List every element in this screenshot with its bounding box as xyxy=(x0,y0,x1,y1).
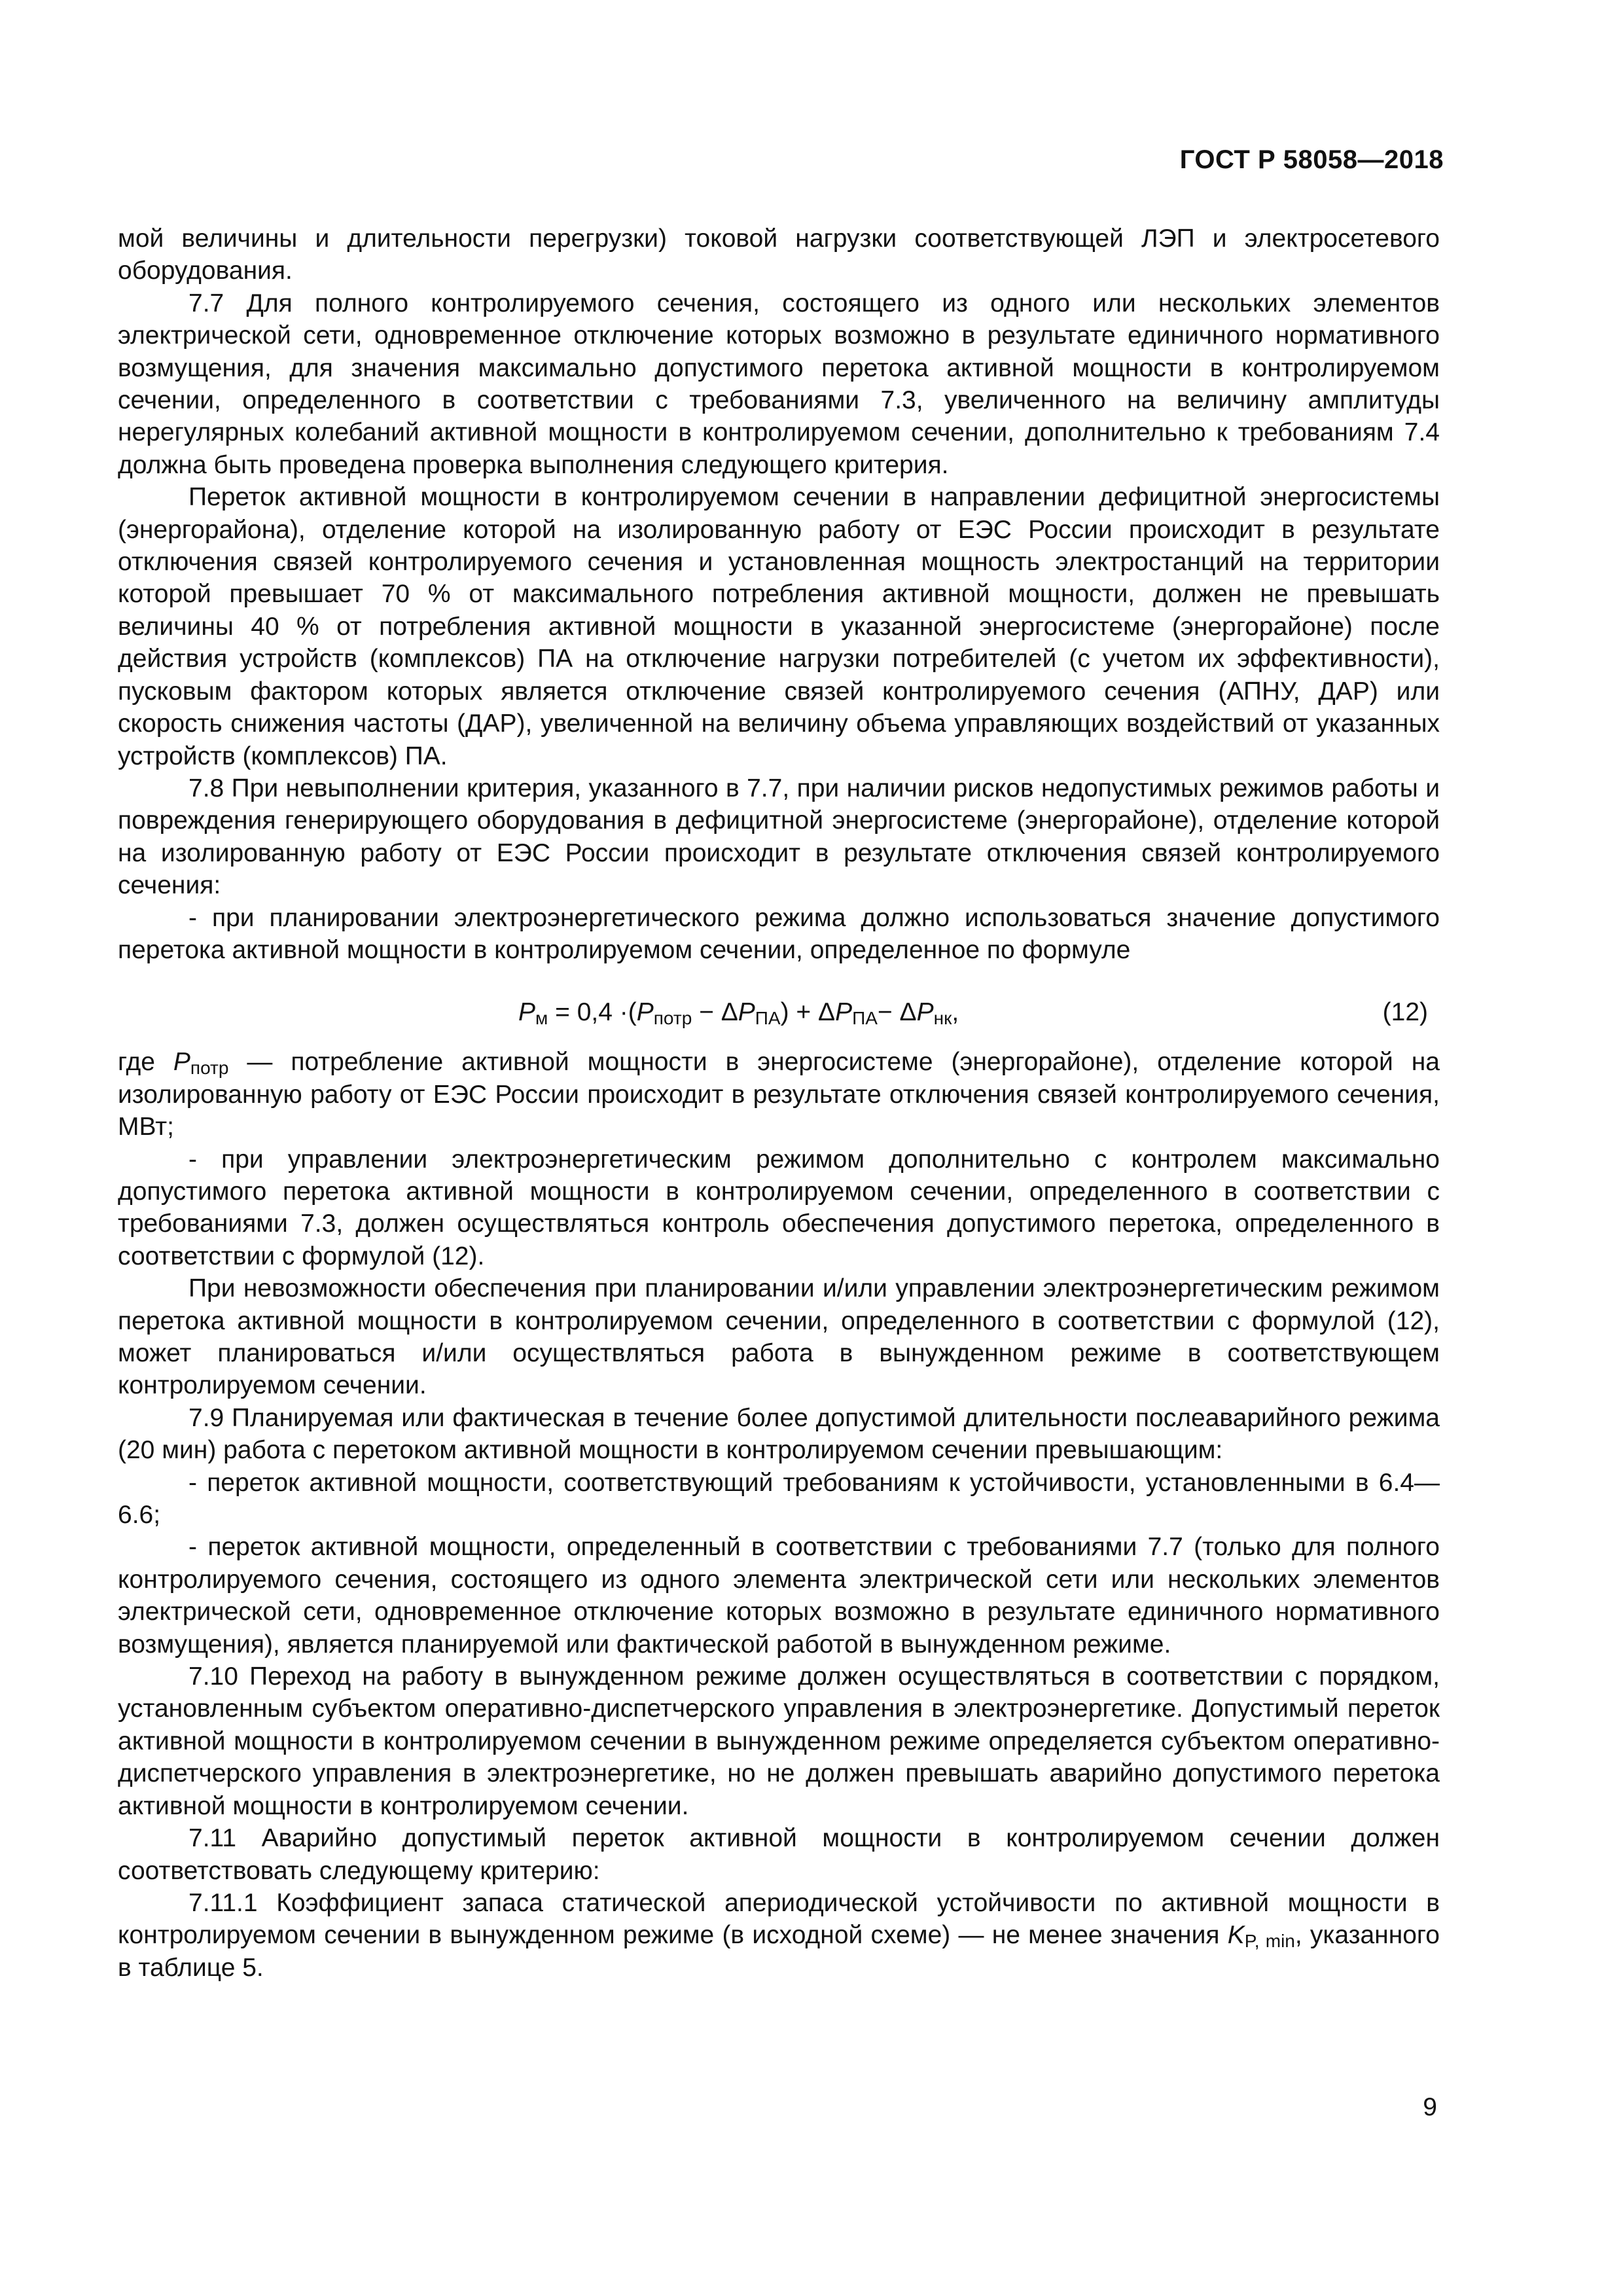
formula-expression: $P_м = 0,4 \cdot(P_{потр} - \Delta P_{ПА}) + \Delta P_{ПА}- \Delta P_{нк}$, xyxy=(518,998,959,1029)
paragraph-7-11-1: 7.11.1 Коэффициент запаса статической апериодической устойчивости по активной мощности в контролируемом сечении в вынужденном режиме (в исходной схеме) — не менее значения $K_{P, min}$, указанного в таблице 5. xyxy=(118,1888,1440,1982)
paragraph: Переток активной мощности в контролируемом сечении в направлении дефицитной энергосистемы (энергорайона), отделение которой на изолированную работу от ЕЭС России происходит в результате отключения связей контролируемого сечения и установленная мощность электростанций на территории которой превышает 70 % от максимального потребления активной мощности, должен не превышать величины 40 % от потребления активной мощности в указанной энергосистеме (энергорайоне) после действия устройств (комплексов) ПА на отключение нагрузки потребителей (с учетом их эффективности), пусковым фактором которых является отключение связей контролируемого сечения (АПНУ, ДАР) или скорость снижения частоты (ДАР), увеличенной на величину объема управляющих воздействий от указанных устройств (комплексов) ПА. xyxy=(118,483,1440,770)
paragraph: При невозможности обеспечения при планировании и/или управлении электроэнергетическим режимом перетока активной мощности в контролируемом сечении, определенного в соответствии с формулой (12), может планироваться и/или осуществляться работа в вынужденном режиме в соответствующем контролируемом сечении. xyxy=(118,1274,1440,1400)
paragraph: мой величины и длительности перегрузки) токовой нагрузки соответствующей ЛЭП и электросетевого оборудования. xyxy=(118,224,1440,285)
document-body xyxy=(118,223,1440,1984)
paragraph: - переток активной мощности, соответствующий требованиям к устойчивости, установленными в 6.4—6.6; xyxy=(118,1468,1440,1530)
paragraph: - переток активной мощности, определенный в соответствии с требованиями 7.7 (только для полного контролируемого сечения, состоящего из одного элемента электрической сети или нескольких элементов электрической сети, одновременное отключение которых возможно в результате единичного нормативного возмущения), является планируемой или фактической работой в вынужденном режиме. xyxy=(118,1533,1440,1659)
page-number: 9 xyxy=(1423,2093,1437,2121)
paragraph: 7.9 Планируемая или фактическая в течение более допустимой длительности послеаварийного режима (20 мин) работа с перетоком активной мощности в контролируемом сечении превышающим: xyxy=(118,1403,1440,1465)
paragraph: - при планировании электроэнергетического режима должно использоваться значение допустимого перетока активной мощности в контролируемом сечении, определенное по формуле xyxy=(118,903,1440,964)
formula-number: (12) xyxy=(1382,998,1428,1027)
formula-12 xyxy=(118,979,1440,1043)
where-clause: где $P_{потр}$ — потребление активной мощности в энергосистеме (энергорайоне), отделение которой на изолированную работу от ЕЭС России происходит в результате отключения связей контролируемого сечения, МВт; xyxy=(118,1048,1440,1141)
doc-header: ГОСТ Р 58058—2018 xyxy=(1179,145,1444,174)
paragraph: 7.10 Переход на работу в вынужденном режиме должен осуществляться в соответствии с порядком, установленным субъектом оперативно-диспетчерского управления в электроэнергетике. Допустимый переток активной мощности в контролируемом сечении в вынужденном режиме определяется субъектом оперативно-диспетчерского управления в электроэнергетике, но не должен превышать аварийно допустимого перетока активной мощности в контролируемом сечении. xyxy=(118,1662,1440,1820)
paragraph: 7.7 Для полного контролируемого сечения, состоящего из одного или нескольких элементов электрической сети, одновременное отключение которых возможно в результате единичного нормативного возмущения, для значения максимально допустимого перетока активной мощности в контролируемом сечении, определенного в соответствии с требованиями 7.3, увеличенного на величину амплитуды нерегулярных колебаний активной мощности в контролируемом сечении, дополнительно к требованиям 7.4 должна быть проведена проверка выполнения следующего критерия. xyxy=(118,289,1440,479)
paragraph: - при управлении электроэнергетическим режимом дополнительно с контролем максимально допустимого перетока активной мощности в контролируемом сечении, определенного в соответствии с требованиями 7.3, должен осуществляться контроль обеспечения допустимого перетока, определенного в соответствии с формулой (12). xyxy=(118,1145,1440,1270)
paragraph: 7.8 При невыполнении критерия, указанного в 7.7, при наличии рисков недопустимых режимов работы и повреждения генерирующего оборудования в дефицитной энергосистеме (энергорайоне), отделение которой на изолированную работу от ЕЭС России происходит в результате отключения связей контролируемого сечения: xyxy=(118,774,1440,900)
paragraph: 7.11 Аварийно допустимый переток активной мощности в контролируемом сечении должен соответствовать следующему критерию: xyxy=(118,1824,1440,1885)
